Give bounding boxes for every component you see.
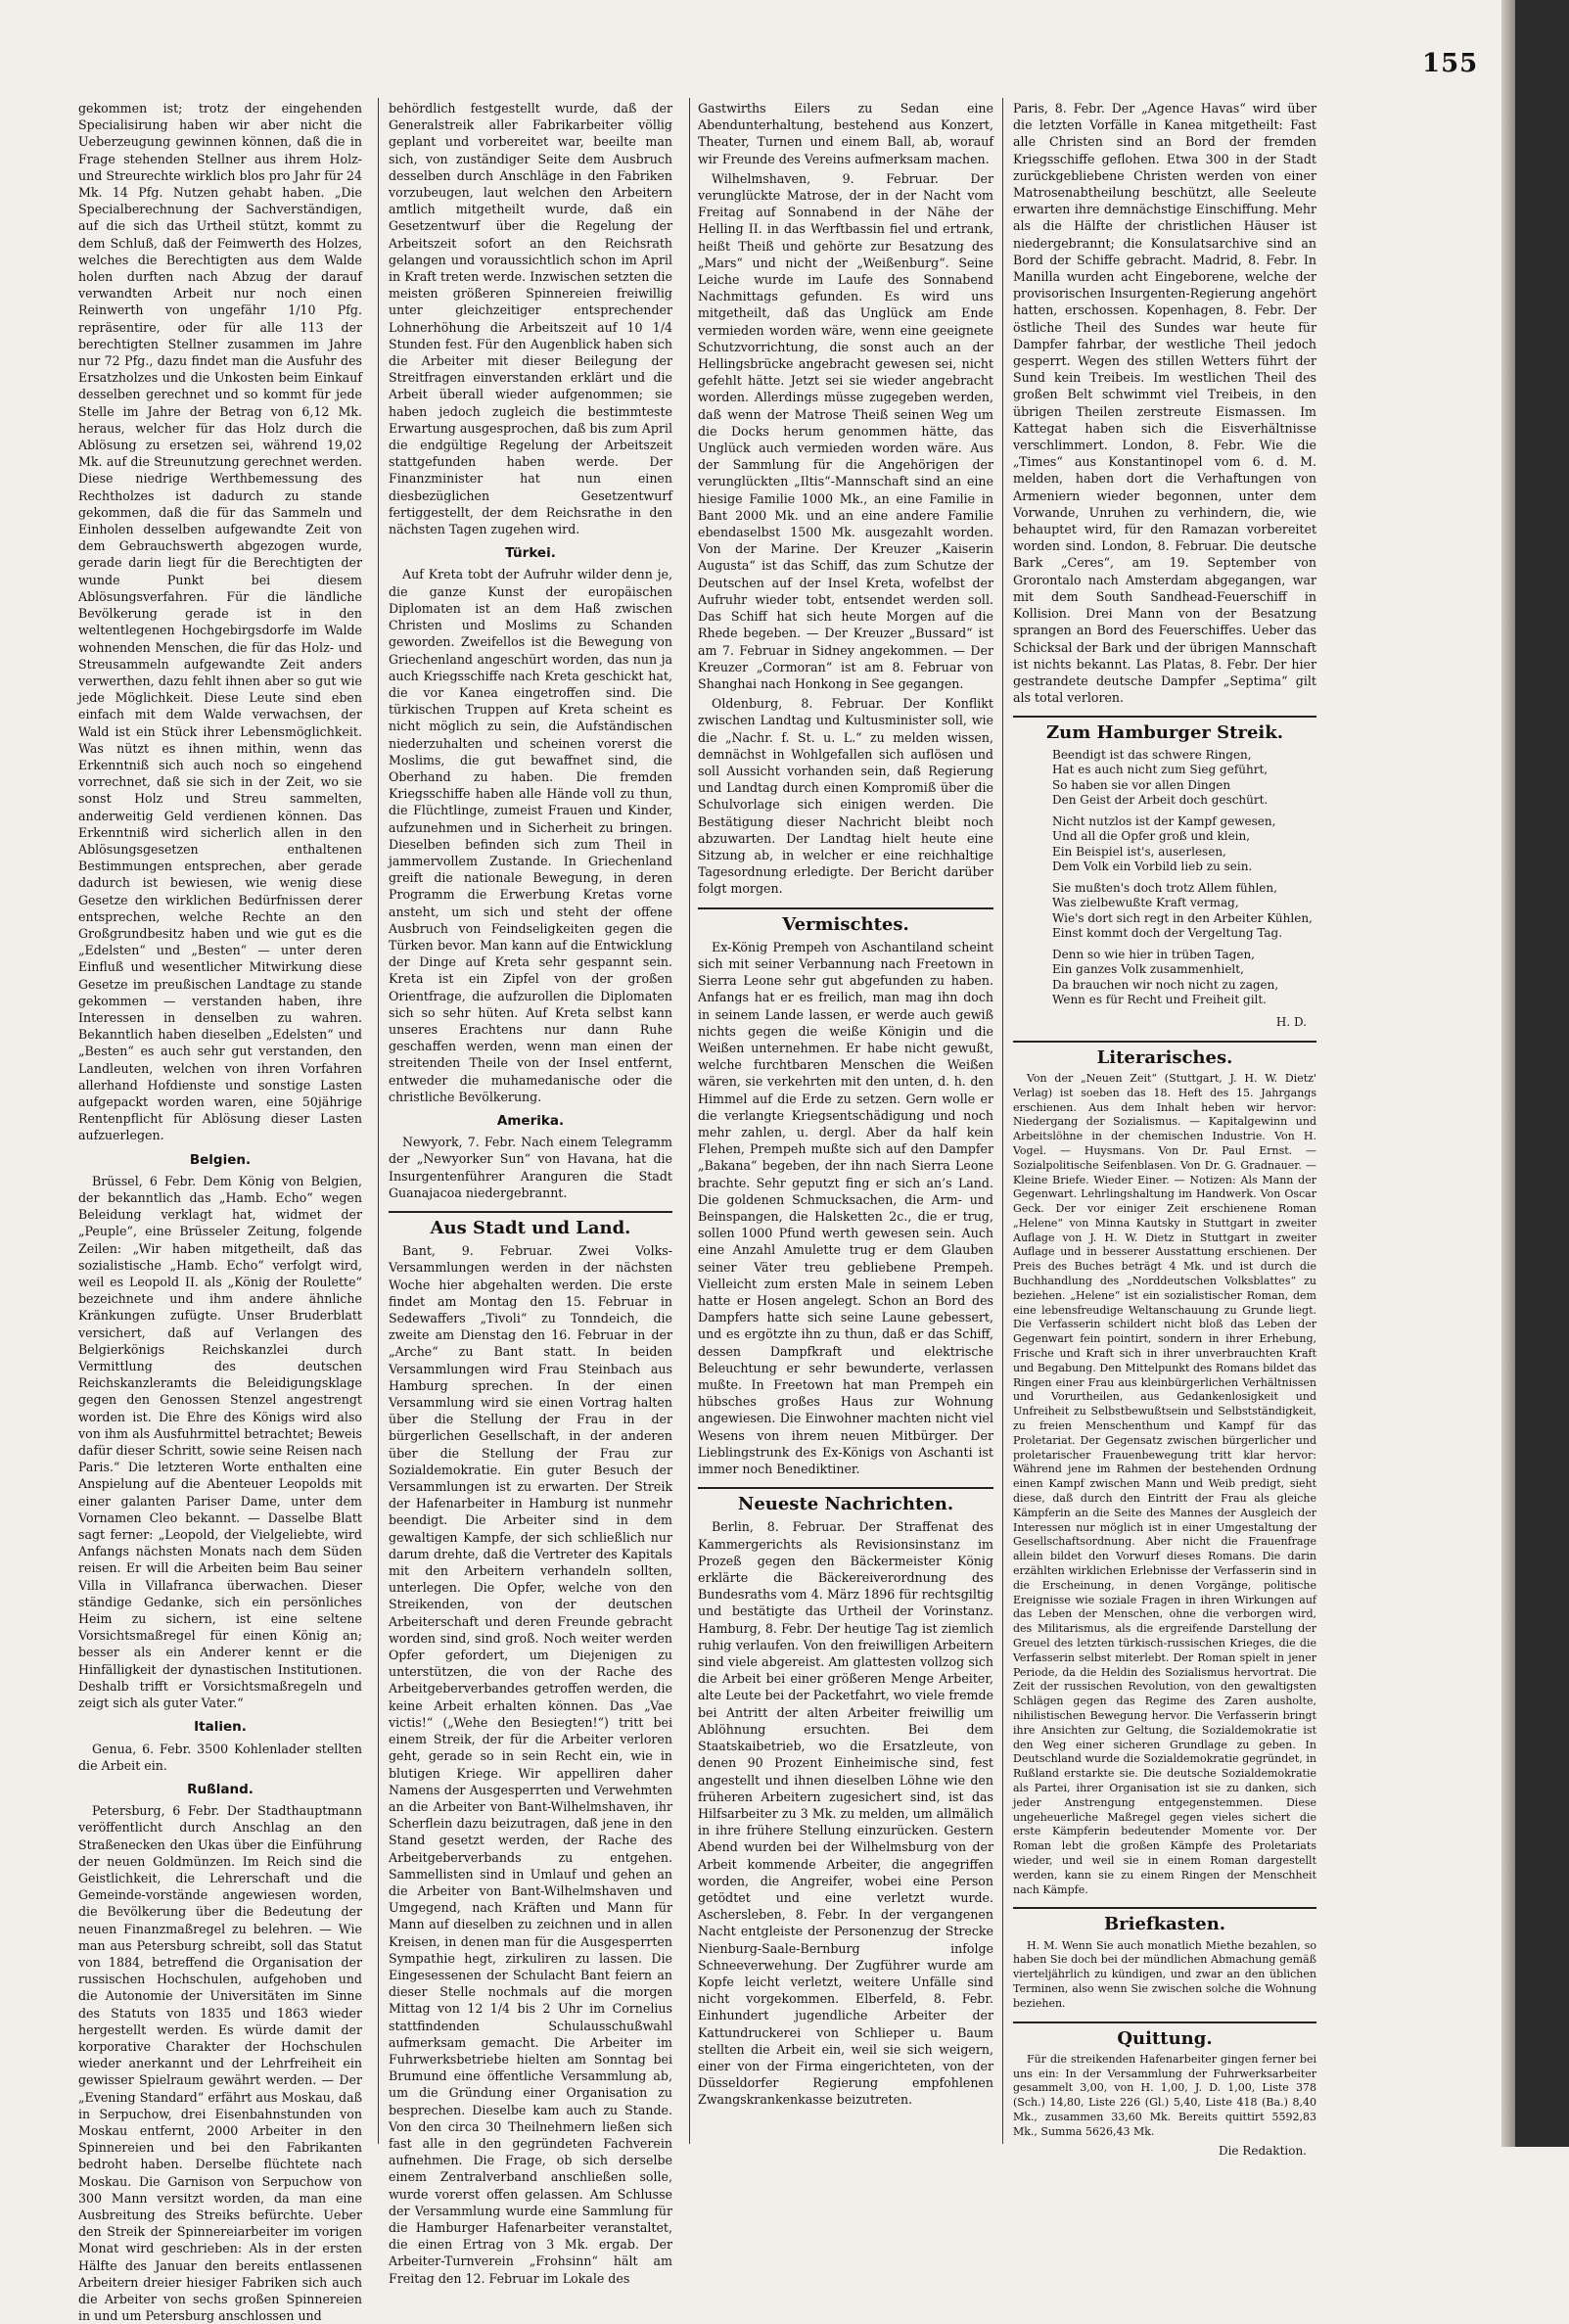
scan-dark-margin [1515,0,1569,2147]
article-text: Petersburg, 6 Febr. Der Stadthauptmann veröffentlicht durch Anschlag an den Straßenecken den Ukas über die Einführung der neuen Goldmünzen. Im Reich sind die Geistlichkeit, die Lehrerschaft und die Gemeinde-vorstände angewiesen worden, die Bevölkerung über die Bedeutung der neuen Finanzmaßregel zu belehren. — Wie man aus Petersburg schreibt, soll das Statut von 1884, betreffend die Organisation der russischen Hochschulen, aufgehoben und die Autonomie der Universitäten im Sinne des Statuts von 1835 und 1863 wieder hergestellt werden. Es würde damit der korporative Charakter der Hochschulen wieder anerkannt und der Lehrfreiheit ein gewisser Spielraum gewährt werden. — Der „Evening Standard“ erfährt aus Moskau, daß in Serpuchow, drei Eisenbahnstunden von Moskau entfernt, 2000 Arbeiter in den Spinnereien und bei den Fabrikanten bedroht haben. Derselbe flüchtete nach Moskau. Die Garnison von Serpuchow von 300 Mann versitzt worden, da man eine Ausbreitung des Streiks befürchte. Ueber den Streik der Spinnereiarbeiter im vorigen Monat wird geschrieben: Als in der ersten Hälfte des Januar den bereits entlassenen Arbeitern dreier hiesiger Fabriken sich auch die Arbeiter von sechs großen Spinnereien in und um Petersburg anschlossen und [78,1803,362,2324]
section-heading-amerika: Amerika. [496,1112,565,1129]
poem-line: Nicht nutzlos ist der Kampf gewesen, [1052,813,1276,828]
poem-line: Dem Volk ein Vorbild lieb zu sein. [1052,860,1253,874]
section-heading-stadt-und-land: Aus Stadt und Land. [389,1211,672,1236]
poem-stanza [1052,748,1316,809]
article-text: H. M. Wenn Sie auch monatlich Miethe bezahlen, so haben Sie doch bei der mündlichen Abmachung gemäß vierteljährlich zu kündigen, und zwar an den üblichen Terminen, also wenn Sie zwischen solche die Wohnung beziehen. [1013,1938,1316,2010]
column-3 [698,100,993,2136]
poem-line: Wenn es für Recht und Freiheit gilt. [1052,993,1267,1007]
column-1 [78,100,362,2324]
article-text: Berlin, 8. Februar. Der Straffenat des Kammergerichts als Revisionsinstanz im Prozeß gegen den Bäckermeister König erklärte die Bäckereiverordnung des Bundesraths vom 4. März 1896 für rechtsgiltig und bestätigte das Urtheil der Vorinstanz. Hamburg, 8. Febr. Der heutige Tag ist ziemlich ruhig verlaufen. Von den freiwilligen Arbeitern sind viele abgereist. Am glattesten vollzog sich die Arbeit bei einer größeren Menge Arbeiter, alte Leute bei der Packetfahrt, wo viele fremde bei Antritt der alten Arbeiter freiwillig um Ablöhnung ersuchten. Bei dem Staatskaibetrieb, wo die Ersatzleute, von denen 90 Prozent Einheimische sind, fest angestellt und ihnen dieselben Löhne wie den früheren Arbeitern zugesichert sind, ist das Hilfsarbeiter zu 3 Mk. zu melden, um allmälich in ihre frühere Stellung einzurücken. Gestern Abend wurden bei der Wilhelmsburg von der Arbeit kommende Arbeiter, die angegriffen worden, die Angreifer, wobei eine Person getödtet und eine verletzt wurde. Aschersleben, 8. Febr. In der vergangenen Nacht entgleiste der Personenzug der Strecke Nienburg-Saale-Bernburg infolge Schneeverwehung. Der Zugführer wurde am Kopfe leicht verletzt, weitere Unfälle sind nicht vorgekommen. Elberfeld, 8. Febr. Einhundert jugendliche Arbeiter der Kattundruckerei von Schlieper u. Baum stellten die Arbeit ein, weil sie sich weigern, einer von der Firma eingerichteten, von der Düsseldorfer Regierung empfohlenen Zwangskrankenkasse beizutreten. [698,1519,993,2108]
poem-stanza [1052,948,1316,1008]
article-text: Ex-König Prempeh von Aschantiland scheint sich mit seiner Verbannung nach Freetown in Sierra Leone sehr gut abgefunden zu haben. Anfangs hat er es freilich, man mag ihn doch in seinem Lande lassen, er werde auch gewiß nichts gegen die weiße Königin und die Weißen unternehmen. Er habe nicht gewußt, welche furchtbaren Menschen die Weißen wären, sie verkehrten mit den unten, d. h. den Himmel auf die Erde zu setzen. Gern wolle er die verlangte Kriegsentschädigung und noch mehr zahlen, u. dergl. Aber da half kein Flehen, Prempeh mußte sich auf den Dampfer „Bakana“ begeben, der ihn nach Sierra Leone brachte. Sehr geputzt fing er sich an’s Land. Die goldenen Schmucksachen, die Arm- und Beinspangen, die Halsketten 2c., die er trug, sollen 1000 Pfund werth gewesen sein. Auch eine Anzahl Amulette trug er dem Glauben seiner Väter treu gebliebene Prempeh. Vielleicht zum ersten Male in seinem Leben hatte er Hosen angelegt. Schon an Bord des Dampfers hatte sich seine Laune gebessert, und es ergötzte ihn zu thun, daß er das Schiff, dessen Dampfkraft und elektrische Beleuchtung er sehr bewunderte, verlassen mußte. In Freetown hat man Prempeh ein hübsches großes Haus zur Wohnung angewiesen. Die Einwohner machten nicht viel Wesens von ihrem neuen Mitbürger. Der Lieblingstrunk des Ex-Königs von Aschanti ist immer noch Benediktiner. [698,939,993,1477]
column-2 [389,100,672,2286]
article-text: Oldenburg, 8. Februar. Der Konflikt zwischen Landtag und Kultusminister soll, wie die „Nachr. f. St. u. L.“ zu melden wissen, demnächst in Wohlgefallen sich auflösen und soll Aussicht vorhanden sein, daß Regierung und Landtag durch einen Kompromiß über die Schulvorlage sich einigen werden. Die Bestätigung dieser Nachricht bleibt noch abzuwarten. Der Landtag hielt heute eine Sitzung ab, in welcher er eine reichhaltige Tagesordnung erledigte. Der Bericht darüber folgt morgen. [698,696,993,897]
article-text: behördlich festgestellt wurde, daß der Generalstreik aller Fabrikarbeiter völlig geplant und vorbereitet war, beeilte man sich, von zuständiger Seite dem Ausbruch desselben durch Anschläge in den Fabriken vorzubeugen, laut welchen den Arbeitern amtlich mitgetheilt wurde, daß ein Gesetzentwurf über die Regelung der Arbeitszeit sofort an den Reichsrath gelangen und voraussichtlich schon im April in Kraft treten werde. Inzwischen setzten die meisten größeren Spinnereien freiwillig unter gleichzeitiger entsprechender Lohnerhöhung die Arbeitszeit auf 10 1/4 Stunden fest. Für den Augenblick haben sich die Arbeiter mit dieser Beilegung der Streitfragen einverstanden erklärt und die Arbeit überall wieder aufgenommen; sie haben jedoch zugleich die bestimmteste Erwartung ausgesprochen, daß bis zum April die endgültige Regelung der Arbeitszeit stattgefunden haben werde. Der Finanzminister hat nun einen diesbezüglichen Gesetzentwurf fertiggestellt, der dem Reichsrathe in den nächsten Tagen zugehen wird. [389,101,672,537]
article-text: Genua, 6. Febr. 3500 Kohlenlader stellten die Arbeit ein. [78,1741,362,1773]
section-heading-literarisches: Literarisches. [1013,1041,1316,1066]
section-heading-italien: Italien. [194,1719,247,1736]
poem-line: Den Geist der Arbeit doch geschürt. [1052,793,1269,808]
column-4 [1013,100,1316,2158]
article-text: gekommen ist; trotz der eingehenden Specialisirung haben wir aber nicht die Ueberzeugung gewinnen können, daß die in Frage stehenden Stellner aus ihrem Holz- und Streurechte wirklich blos pro Jahr für 24 Mk. 14 Pfg. Nutzen gehabt haben. „Die Specialberechnung der Sachverständigen, auf die sich das Urtheil stützt, kommt zu dem Schluß, daß der Feimwerth des Holzes, welches die Berechtigten aus dem Walde holen durften nach Abzug der darauf verwandten Arbeit nur noch einen Reinwerth von ungefähr 1/10 Pfg. repräsentire, oder für alle 113 der berechtigten Stellner zusammen im Jahre nur 72 Pfg., dazu findet man die Ausfuhr des Ersatzholzes und die Unkosten beim Einkauf desselben gerechnet und so kommt für jede Stelle im Jahre der Betrag von 6,12 Mk. heraus, welcher für das Holz durch die Ablösung zu ersetzen sei, während 19,02 Mk. auf die Streunutzung gerechnet werden. Diese niedrige Werthbemessung des Rechtholzes ist dadurch zu stande gekommen, daß die für das Sammeln und Einholen desselben aufgewandte Zeit von dem Gebrauchswerth abgezogen wurde, gerade darin liegt für die Berechtigten der wunde Punkt bei diesem Ablösungsverfahren. Für die ländliche Bevölkerung gerade ist in den weltentlegenen Hochgebirgsdorfe im Walde wohnenden Menschen, die für das Holz- und Streusammeln aufgewandte Zeit anders verwerthen, dazu fehlt ihnen aber so gut wie jede Möglichkeit. Diese Leute sind eben einfach mit dem Walde verwachsen, der Wald ist ein Stück ihrer Lebensmöglichkeit. Was nützt es ihnen mithin, wenn das Erkenntniß sich auch noch so eingehend vorrechnet, daß sie sich in der Zeit, wo sie sonst Holz und Streu sammelten, anderweitig Geld verdienen können. Das Erkenntniß wird sicherlich allen in den Ablösungsgesetzen enthaltenen Bestimmungen entsprechen, aber gerade dadurch ist bewiesen, wie wenig diese Gesetze den wirklichen Bedürfnissen derer entsprechen, welche Rechte an den Großgrundbesitz haben und wie gut es die „Edelsten“ und „Besten“ — unter deren Einfluß und wesentlicher Mitwirkung diese Gesetze im preußischen Landtage zu stande gekommen — verstanden haben, ihre Interessen in denselben zu wahren. Bekanntlich haben dieselben „Edelsten“ und „Besten“ es auch sehr gut verstanden, den Landleuten, welchen von ihren Vorfahren allerhand Hofdienste und sonstige Lasten aufgepackt worden waren, eine 50jährige Rentenpflicht für Ablösung dieser Lasten aufzuerlegen. [78,101,362,1143]
section-heading-briefkasten: Briefkasten. [1013,1907,1316,1932]
editorial-signature: Die Redaktion. [1218,2143,1307,2158]
section-heading-vermischtes: Vermischtes. [698,907,993,933]
column-rule [689,98,690,2144]
poem-line: Hat es auch nicht zum Sieg geführt, [1052,763,1269,777]
poem-line: Einst kommt doch der Vergeltung Tag. [1052,926,1283,941]
poem-line: Beendigt ist das schwere Ringen, [1052,747,1252,762]
article-text: Paris, 8. Febr. Der „Agence Havas“ wird über die letzten Vorfälle in Kanea mitgetheilt: Fast alle Christen sind an Bord der fremden Kriegsschiffe geflohen. Etwa 300 in der Stadt zurückgebliebene Christen werden von einer Matrosenabtheilung beschützt, alle Seeleute erwarten ihre demnächstige Einschiffung. Mehr als die Hälfte der christlichen Häuser ist niedergebrannt; die Konsulatsarchive sind an Bord der Schiffe gebracht. Madrid, 8. Febr. In Manilla wurden acht Eingeborene, welche der provisorischen Insurgenten-Regierung angehört hatten, erschossen. Kopenhagen, 8. Febr. Der östliche Theil des Sundes war heute für Dampfer fahrbar, der westliche Theil jedoch gesperrt. Wegen des stillen Wetters führt der Sund kein Treibeis. Im westlichen Theil des großen Belt schwimmt viel Treibeis, in den übrigen Theilen zerstreute Eismassen. Im Kattegat haben sich die Eisverhältnisse verschlimmert. London, 8. Febr. Wie die „Times“ aus Konstantinopel vom 6. d. M. melden, haben dort die Verhaftungen von Armeniern wieder begonnen, unter dem Vorwande, Unruhen zu verhindern, die, wie behauptet wird, für den Ramazan vorbereitet worden sind. London, 8. Februar. Die deutsche Bark „Ceres“, am 19. September von Grorontalo nach Amsterdam abgegangen, war mit dem South Sandhead-Feuerschiff in Kollision. Drei Mann von der Besatzung sprangen an Bord des Feuerschiffes. Ueber das Schicksal der Bark und der übrigen Mannschaft ist nichts bekannt. Las Platas, 8. Febr. Der hier gestrandete deutsche Dampfer „Septima“ gilt als total verloren. [1013,101,1316,706]
article-text: Brüssel, 6 Febr. Dem König von Belgien, der bekanntlich das „Hamb. Echo“ wegen Beleidung verklagt hat, widmet der „Peuple“, eine Brüsseler Zeitung, folgende Zeilen: „Wir haben mitgetheilt, daß das sozialistische „Hamb. Echo“ verfolgt wird, weil es Leopold II. als „König der Roulette“ bezeichnete und ihm andere ähnliche Kränkungen zufügte. Unser Bruderblatt versichert, daß auf Verlangen des Belgierkönigs Reichskanzlei durch Vermittlung des deutschen Reichskanzleramts die Beleidigungsklage gegen den Genossen Stenzel angestrengt worden ist. Die Ehre des Königs wird also von ihm als Ausfuhrmittel betrachtet; Beweis dafür dieser Schritt, sowie seine Reisen nach Paris.“ Die letzteren Worte enthalten eine Anspielung auf die Abenteuer Leopolds mit einer galanten Pariser Dame, unter dem Vornamen Cleo bekannt. — Dasselbe Blatt sagt ferner: „Leopold, der Vielgeliebte, wird Anfangs nächsten Monats nach dem Süden reisen. Er will die Arbeiten beim Bau seiner Villa in Villafranca überwachen. Dieser ständige Gedanke, sich ein persönliches Heim zu sichern, ist eine seltene Vorsichtsmaßregel für einen König an; besser als ein Anderer kennt er die Hinfälligkeit der dynastischen Institutionen. Deshalb trifft er Vorsichtsmaßregeln und zeigt sich als guter Vater.“ [78,1173,362,1711]
article-text: Auf Kreta tobt der Aufruhr wilder denn je, die ganze Kunst der europäischen Diplomaten ist an dem Haß zwischen Christen und Moslims zu Schanden geworden. Zweifellos ist die Bewegung von Griechenland angeschürt worden, das nun ja auch Kriegsschiffe nach Kreta geschickt hat, die vor Kanea eingetroffen sind. Die türkischen Truppen auf Kreta scheint es nicht möglich zu sein, die Aufständischen niederzuhalten und scheinen vorerst die Moslims, die gut bewaffnet sind, die Oberhand zu haben. Die fremden Kriegsschiffe haben alle Hände voll zu thun, die Flüchtlinge, zumeist Frauen und Kinder, aufzunehmen und in Sicherheit zu bringen. Dieselben befinden sich zum Theil in jammervollem Zustande. In Griechenland greift die nationale Bewegung, in deren Programm die Erwerbung Kretas vorne ansteht, um sich und steht der offene Ausbruch von Feindseligkeiten gegen die Türken bevor. Man kann auf die Entwicklung der Dinge auf Kreta sehr gespannt sein. Kreta ist ein Zipfel von der großen Orientfrage, die aufzurollen die Diplomaten sich so sehr hüten. Auf Kreta selbst kann unseres Erachtens nur dann Ruhe geschaffen werden, wenn man einen der streitenden Theile von der Insel entfernt, entweder die muhamedanische oder die christliche Bevölkerung. [389,567,672,1104]
section-heading-belgien: Belgien. [189,1151,252,1168]
column-rule [378,98,379,2144]
poem-line: Wie's dort sich regt in den Arbeiter Kühlen, [1052,910,1313,925]
article-text: Bant, 9. Februar. Zwei Volks-Versammlungen werden in der nächsten Woche hier abgehalten werden. Die erste findet am Montag den 15. Februar in Sedewaffers „Tivoli“ zu Tonndeich, die zweite am Dienstag den 16. Februar in der „Arche“ zu Bant statt. In beiden Versammlungen wird Frau Steinbach aus Hamburg sprechen. In der einen Versammlung wird sie einen Vortrag halten über die Stellung der Frau in der bürgerlichen Gesellschaft, in der anderen über die Stellung der Frau zur Sozialdemokratie. Ein guter Besuch der Versammlungen ist zu erwarten. Der Streik der Hafenarbeiter in Hamburg ist nunmehr beendigt. Die Arbeiter sind in dem gewaltigen Kampfe, der sich schließlich nur darum drehte, daß die Vertreter des Kapitals mit den Arbeitern verhandeln sollten, unterlegen. Die Opfer, welche von den Streikenden, von der deutschen Arbeiterschaft und deren Freunde gebracht worden sind, sind groß. Noch weiter werden Opfer gefordert, um Diejenigen zu unterstützen, die von der Rache des Arbeitgeberverbandes getroffen werden, die keine Arbeit erhalten können. Das „Vae victis!“ („Wehe den Besiegten!“) tritt bei einem Streik, der für die Arbeiter verloren geht, gerade so in sein Recht ein, wie in blutigen Kriege. Wir appelliren daher Namens der Ausgesperrten und Verwehmten an die Arbeiter von Bant-Wilhelmshaven, ihr Scherflein dazu beizutragen, daß jene in den Stand gesetzt werden, der Rache des Arbeitgeberverbands zu entgehen. Sammellisten sind in Umlauf und gehen an die Arbeiter von Bant-Wilhelmshaven und Umgegend, nach Kräften und Mann für Mann auf dieselben zu zeichnen und in allen Kreisen, in denen man für die Ausgesperrten Sympathie hegt, zirkuliren zu lassen. Die Eingesessenen der Schulacht Bant feiern an dieser Stelle nochmals auf die morgen Mittag von 12 1/4 bis 2 Uhr im Cornelius stattfindenden Schulausschußwahl aufmerksam gemacht. Die Arbeiter im Fuhrwerksbetriebe hielten am Sonntag bei Brumund eine öffentliche Versammlung ab, um die Gründung einer Organisation zu besprechen. Dieselbe kam auch zu Stande. Von den circa 30 Theilnehmern ließen sich fast alle in den gegründeten Fachverein aufnehmen. Die Frage, ob sich derselbe einem Zentralverband anschließen solle, wurde vorerst offen gelassen. Am Schlusse der Versammlung wurde eine Sammlung für die Hamburger Hafenarbeiter veranstaltet, die einen Ertrag von 3 Mk. ergab. Der Arbeiter-Turnverein „Frohsinn“ hält am Freitag den 12. Februar im Lokale des [389,1243,672,2286]
article-text: Von der „Neuen Zeit“ (Stuttgart, J. H. W. Dietz' Verlag) ist soeben das 18. Heft des 15. Jahrgangs erschienen. Aus dem Inhalt heben wir hervor: Niedergang der Sozialismus. — Kapitalgewinn und Arbeitslöhne in der chemischen Industrie. Von H. Vogel. — Huysmans. Von Dr. Paul Ernst. — Sozialpolitische Seifenblasen. Von Dr. G. Gradnauer. — Kleine Briefe. Wieder Einer. — Notizen: Als Mann der Gegenwart. Lehrlingshaltung im Handwerk. Von Oscar Geck. Der vor einiger Zeit erschienene Roman „Helene“ von Minna Kautsky in Stuttgart in zweiter Auflage von J. H. W. Dietz in Stuttgart in zweiter Auflage und in besserer Ausstattung erschienen. Der Preis des Buches beträgt 4 Mk. und ist durch die Buchhandlung des „Norddeutschen Volksblattes“ zu beziehen. „Helene“ ist ein sozialistischer Roman, dem eine lebensfreudige Weltanschauung zu Grunde liegt. Die Verfasserin schildert nicht bloß das Leben der Gegenwart fein pointirt, sondern in ihrer Erhebung, Frische und Kraft sich in ihrer unverbrauchten Kraft und Begabung. Den Mittelpunkt des Romans bildet das Ringen einer Frau aus kleinbürgerlichen Verhältnissen und Vorurtheilen, aus Gedankenlosigkeit und Unfreiheit zu Selbstbewußtsein und Selbstständigkeit, zu freien Menschenthum und Kampf für das Proletariat. Der Gegensatz zwischen bürgerlicher und proletarischer Frauenbewegung tritt klar hervor: Während jene im Rahmen der bestehenden Ordnung einen Kampf zwischen Mann und Weib predigt, sieht diese, daß durch den Eintritt der Frau als gleiche Kämpferin an die Seite des Mannes der Ausgleich der Interessen nur möglich ist in einer Umgestaltung der Gesellschaftsordnung. Aber nicht die Frauenfrage allein bildet den Vorwurf dieses Romans. Die darin erzählten wirklichen Erlebnisse der Verfasserin sind in die Erscheinung, in denen Vorgänge, politische Ereignisse wie soziale Fragen in ihren Wirkungen auf das Leben der Menschen, ohne die verborgen wird, des Militarismus, als die ergreifende Darstellung der Greuel des letzten türkisch-russischen Krieges, die die Verfasserin selbst miterlebt. Der Roman spielt in jener Periode, da die Heldin des Sozialismus hervortrat. Die Zeit der russischen Revolution, von den gewaltigsten Schlägen gegen das Regime des Zaren ausholte, nihilistischen Bewegung hervor. Die Verfasserin bringt ihre Ansichten zur Geltung, die Sozialdemokratie ist den Weg einer sicheren Grundlage zu geben. In Deutschland wurde die Sozialdemokratie gegründet, in Rußland erstarkte sie. Die deutsche Sozialdemokratie als Partei, ihrer Organisation ist sie zu danken, sich jeder Anstrengung entgegenstemmen. Diese ungeheuerliche Maßregel gegen vieles sichert die erste Kämpferin bedeutender Momente vor. Der Roman lebt die großen Kämpfe des Proletariats wieder, und weil sie in einem Roman dargestellt werden, kann sie zu einem Ringen der Menschheit nach Kämpfe. [1013,1071,1316,1896]
poem-signature: H. D. [1275,1014,1307,1029]
article-text: Newyork, 7. Febr. Nach einem Telegramm der „Newyorker Sun“ von Havana, hat die Insurgentenführer Aranguren die Stadt Guanajacoa niedergebrannt. [389,1135,672,1200]
poem-stanza [1052,814,1316,875]
poem-line: Ein Beispiel ist's, auserlesen, [1052,844,1226,859]
section-heading-quittung: Quittung. [1013,2022,1316,2047]
poem-line: So haben sie vor allen Dingen [1052,777,1231,792]
poem-line: Und all die Opfer groß und klein, [1052,829,1251,844]
poem-line: Denn so wie hier in trüben Tagen, [1052,947,1255,961]
column-rule [1002,98,1003,2144]
article-text: Gastwirths Eilers zu Sedan eine Abendunterhaltung, bestehend aus Konzert, Theater, Turnen und einem Ball, ab, worauf wir Freunde des Vereins aufmerksam machen. [698,101,993,166]
section-heading-russland: Rußland. [187,1781,254,1797]
poem-stanza [1052,881,1316,942]
article-text: Für die streikenden Hafenarbeiter gingen ferner bei uns ein: In der Versammlung der Fuhrwerksarbeiter gesammelt 3,00, von H. 1,00, J. D. 1,00, Liste 378 (Sch.) 14,80, Liste 226 (Gl.) 5,40, Liste 418 (Ba.) 8,40 Mk., zusammen 33,60 Mk. Bereits quittirt 5592,83 Mk., Summa 5626,43 Mk. [1013,2052,1316,2138]
scan-binding-edge [1501,0,1515,2147]
poem-line: Da brauchen wir noch nicht zu zagen, [1052,977,1279,992]
article-text: Wilhelmshaven, 9. Februar. Der verunglückte Matrose, der in der Nacht vom Freitag auf Sonnabend in der Nähe der Helling II. in das Werftbassin fiel und ertrank, heißt Theiß und gehörte zur Besatzung des „Mars“ und nicht der „Weißenburg“. Seine Leiche wurde im Laufe des Sonnabend Nachmittags gefunden. Es wird uns mitgetheilt, daß das Unglück am Ende vermieden worden wäre, wenn eine geeignete Schutzvorrichtung, die sonst auch an der Hellingsbrücke angebracht gewesen sei, nicht gefehlt hätte. Jetzt sei sie wieder angebracht worden. Allerdings müsse zugegeben werden, daß wenn der Matrose Theiß seinen Weg um die Docks herum genommen hätte, das Unglück auch vermieden worden wäre. Aus der Sammlung für die Angehörigen der verunglückten „Iltis“-Mannschaft sind an eine hiesige Familie 1000 Mk., an eine Familie in Bant 2000 Mk. und an eine andere Familie ebendaselbst 1500 Mk. ausgezahlt worden. Von der Marine. Der Kreuzer „Kaiserin Augusta“ ist das Schiff, das zum Schutze der Deutschen auf der Insel Kreta, wofelbst der Aufruhr wieder tobt, entsendet werden soll. Das Schiff hat sich heute Morgen auf die Rhede begeben. — Der Kreuzer „Bussard“ ist am 7. Februar in Sidney angekommen. — Der Kreuzer „Cormoran“ ist am 8. Februar von Shanghai nach Honkong in See gegangen. [698,170,993,691]
poem-line: Sie mußten's doch trotz Allem fühlen, [1052,880,1277,895]
page-number: 155 [1422,49,1479,78]
poem [1013,748,1316,1008]
poem-line: Ein ganzes Volk zusammenhielt, [1052,962,1244,977]
section-heading-hamburger-streik: Zum Hamburger Streik. [1013,716,1316,741]
section-heading-tuerkei: Türkei. [505,545,556,562]
poem-line: Was zielbewußte Kraft vermag, [1052,896,1239,910]
section-heading-neueste-nachrichten: Neueste Nachrichten. [698,1487,993,1512]
